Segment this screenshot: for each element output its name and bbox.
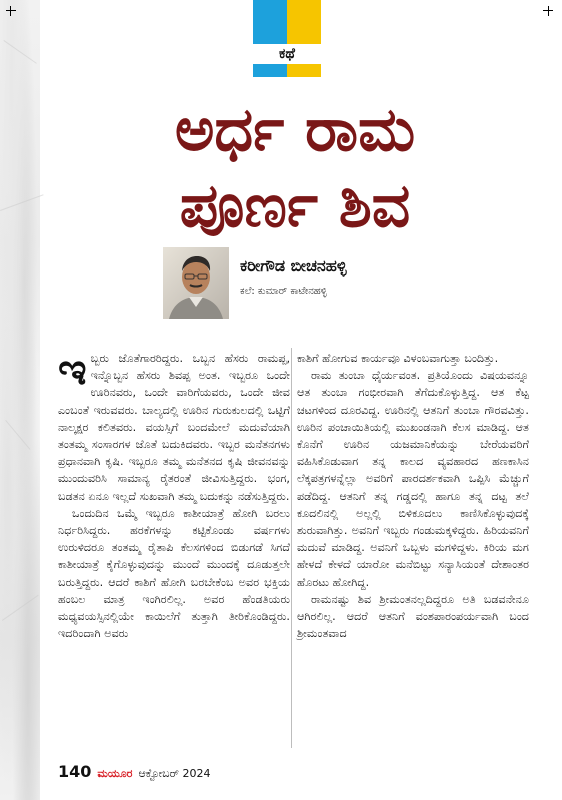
badge-blue-block xyxy=(253,0,287,44)
page-footer xyxy=(58,762,210,782)
badge-yellow-strip xyxy=(287,64,321,77)
author-name: ಕರೀಗೌಡ ಬೀಚನಹಳ್ಳಿ xyxy=(240,256,347,275)
paragraph: ಕಾಶಿಗೆ ಹೋಗುವ ಕಾರ್ಯವೂ ವಿಳಂಬವಾಗುತ್ತಾ ಬಂದಿತ್ತು. xyxy=(297,352,499,365)
category-label: ಕಥೆ xyxy=(253,44,321,64)
headline-line-2: ಪೂರ್ಣ ಶಿವ xyxy=(179,171,411,241)
marble-background-strip xyxy=(0,0,40,800)
paragraph: ರಾಮನಷ್ಟು ಶಿವ ಶ್ರೀಮಂತನಲ್ಲದಿದ್ದರೂ ಅತಿ ಬಡವನೇನೂ ಆಗಿರಲಿಲ್ಲ. ಆದರೆ ಆತನಿಗೆ ವಂಶಪಾರಂಪರ್ಯವಾಗಿ ಬಂದ ಶ್ರೀಮಂತವಾದ xyxy=(297,592,529,641)
paragraph: ಒಂದುದಿನ ಒಮ್ಮೆ ಇಬ್ಬರೂ ಕಾಶೀಯಾತ್ರೆ ಹೋಗಿ ಬರಲು ನಿರ್ಧರಿಸಿದ್ದರು. ಹರಕೆಗಳನ್ನು ಕಟ್ಟಿಕೊಂಡು ವರ್ಷಗಳು ಉರುಳಿದರೂ ತಂತಮ್ಮ ರೈತಾಪಿ ಕೆಲಸಗಳಿಂದ ಬಿಡುಗಡೆ ಸಿಗದೆ ಕಾಶೀಯಾತ್ರೆ ಕೈಗೊಳ್ಳುವುದನ್ನು ಮುಂದೆ ಮುಂದಕ್ಕೆ ದೂಡುತ್ತಲೇ ಬರುತ್ತಿದ್ದರು. ಆದರೆ ಕಾಶಿಗೆ ಹೋಗಿ ಬರಬೇಕೆಂಬ ಅವರ ಭಕ್ತಿಯ ಹಂಬಲ ಮಾತ್ರ ಇಂಗಿರಲಿಲ್ಲ. ಅವರ ಹೆಂಡತಿಯರು ಮಧ್ಯವಯಸ್ಸಿನಲ್ಲಿಯೇ ಕಾಯಿಲೆಗೆ ತುತ್ತಾಗಿ ತೀರಿಕೊಂಡಿದ್ದರು. ಇದರಿಂದಾಗಿ ಅವರು xyxy=(58,506,290,641)
paragraph-text: ಬ್ಬರು ಜೊತೆಗಾರರಿದ್ದರು. ಒಬ್ಬನ ಹೆಸರು ರಾಮಪ್ಪ, ಇನ್ನೊಬ್ಬನ ಹೆಸರು ಶಿವಪ್ಪ ಅಂತ. ಇಬ್ಬರೂ ಒಂದೇ ಊರಿನವರು, ಒಂದೇ ವಾರಿಗೆಯವರು, ಒಂದೇ ಜೀವ ಎಂಬಂತೆ ಇರುವವರು. ಬಾಲ್ಯದಲ್ಲಿ ಊರಿನ ಗುರುಕುಲದಲ್ಲಿ ಒಟ್ಟಿಗೆ ನಾಲ್ಕಕ್ಷರ ಕಲಿತವರು. ವಯಸ್ಸಿಗೆ ಬಂದಮೇಲೆ ಮದುವೆಯಾಗಿ ತಂತಮ್ಮ ಸಂಸಾರಗಳ ಜೊತೆ ಬದುಕಿದವರು. ಇಬ್ಬರ ಮನೆತನಗಳು ಪ್ರಧಾನವಾಗಿ ಕೃಷಿ. ಇಬ್ಬರೂ ತಮ್ಮ ಮನೆತನದ ಕೃಷಿ ಜೀವನವನ್ನು ಮುಂದುವರಿಸಿ ಸಾಮಾನ್ಯ ರೈತರಂತೆ ಜೀವಿಸುತ್ತಿದ್ದರು. ಭಂಗ, ಬಡತನ ಏನೂ ಇಲ್ಲದೆ ಸುಖವಾಗಿ ತಮ್ಮ ಬದುಕನ್ನು ನಡೆಸುತ್ತಿದ್ದರು. xyxy=(58,352,290,503)
story-headline xyxy=(60,92,530,244)
crop-mark xyxy=(10,6,11,16)
article-column-right xyxy=(297,350,529,642)
column-divider xyxy=(291,348,292,748)
page-number: 140 xyxy=(58,762,92,781)
illustrator-credit: ಕಲೆ: ಕುಮಾರ್ ಕಾಟೇನಹಳ್ಳಿ xyxy=(240,286,327,297)
crop-mark xyxy=(543,10,553,11)
author-photo xyxy=(163,247,229,319)
badge-yellow-block xyxy=(287,0,321,44)
paragraph: ರಾಮ ತುಂಬಾ ಧೈರ್ಯವಂತ. ಪ್ರತಿಯೊಂದು ವಿಷಯವನ್ನೂ ಆತ ತುಂಬಾ ಗಂಭೀರವಾಗಿ ತೆಗೆದುಕೊಳ್ಳುತ್ತಿದ್ದ. ಆತ ಕೆಟ್ಟ ಚಟಗಳಿಂದ ದೂರವಿದ್ದ. ಊರಿನಲ್ಲಿ ಆತನಿಗೆ ತುಂಬಾ ಗೌರವವಿತ್ತು. ಊರಿನ ಪಂಚಾಯಿತಿಯಲ್ಲಿ ಮುಖಂಡನಾಗಿ ಕೆಲಸ ಮಾಡಿದ್ದ. ಆತ ಕೊನೆಗೆ ಊರಿನ ಯಜಮಾನಿಕೆಯನ್ನು ಬೇರೆಯವರಿಗೆ ವಹಿಸಿಕೊಡುವಾಗ ತನ್ನ ಕಾಲದ ವ್ಯವಹಾರದ ಹಣಕಾಸಿನ ಲೆಕ್ಕಪತ್ರಗಳನ್ನೆಲ್ಲಾ ಅವರಿಗೆ ಪಾರದರ್ಶಕವಾಗಿ ಒಪ್ಪಿಸಿ ಮೆಚ್ಚುಗೆ ಪಡೆದಿದ್ದ. ಆತನಿಗೆ ತನ್ನ ಗಡ್ಡದಲ್ಲಿ ಹಾಗೂ ತನ್ನ ದಟ್ಟ ತಲೆ ಕೂದಲಿನಲ್ಲಿ ಅಲ್ಲಲ್ಲಿ ಬಿಳಿಕೂದಲು ಕಾಣಿಸಿಕೊಳ್ಳುವುದಕ್ಕೆ ಶುರುವಾಗಿತ್ತು. ಅವನಿಗೆ ಇಬ್ಬರು ಗಂಡುಮಕ್ಕಳಿದ್ದರು. ಹಿರಿಯವನಿಗೆ ಮದುವೆ ಮಾಡಿದ್ದ. ಅವನಿಗೆ ಒಬ್ಬಳು ಮಗಳಿದ್ದಳು. ಕಿರಿಯ ಮಗ ಹೇಳದೆ ಕೇಳದೆ ಯಾರೋ ಮನೆಬಿಟ್ಟು ಸನ್ಯಾಸಿಯಂತೆ ದೇಶಾಂತರ ಹೊರಟು ಹೋಗಿದ್ದ. xyxy=(297,369,529,589)
headline-line-1: ಅರ್ಧ ರಾಮ xyxy=(174,95,416,165)
magazine-name: ಮಯೂರ xyxy=(97,767,133,780)
dropcap: ಇ xyxy=(58,344,87,395)
badge-blue-strip xyxy=(253,64,287,77)
category-badge xyxy=(253,0,321,78)
crop-mark xyxy=(548,6,549,16)
article-column-left xyxy=(58,344,290,642)
issue-date: ಆಕ್ಟೋಬರ್ 2024 xyxy=(138,767,211,780)
paragraph xyxy=(58,344,290,505)
crop-mark xyxy=(6,10,16,11)
